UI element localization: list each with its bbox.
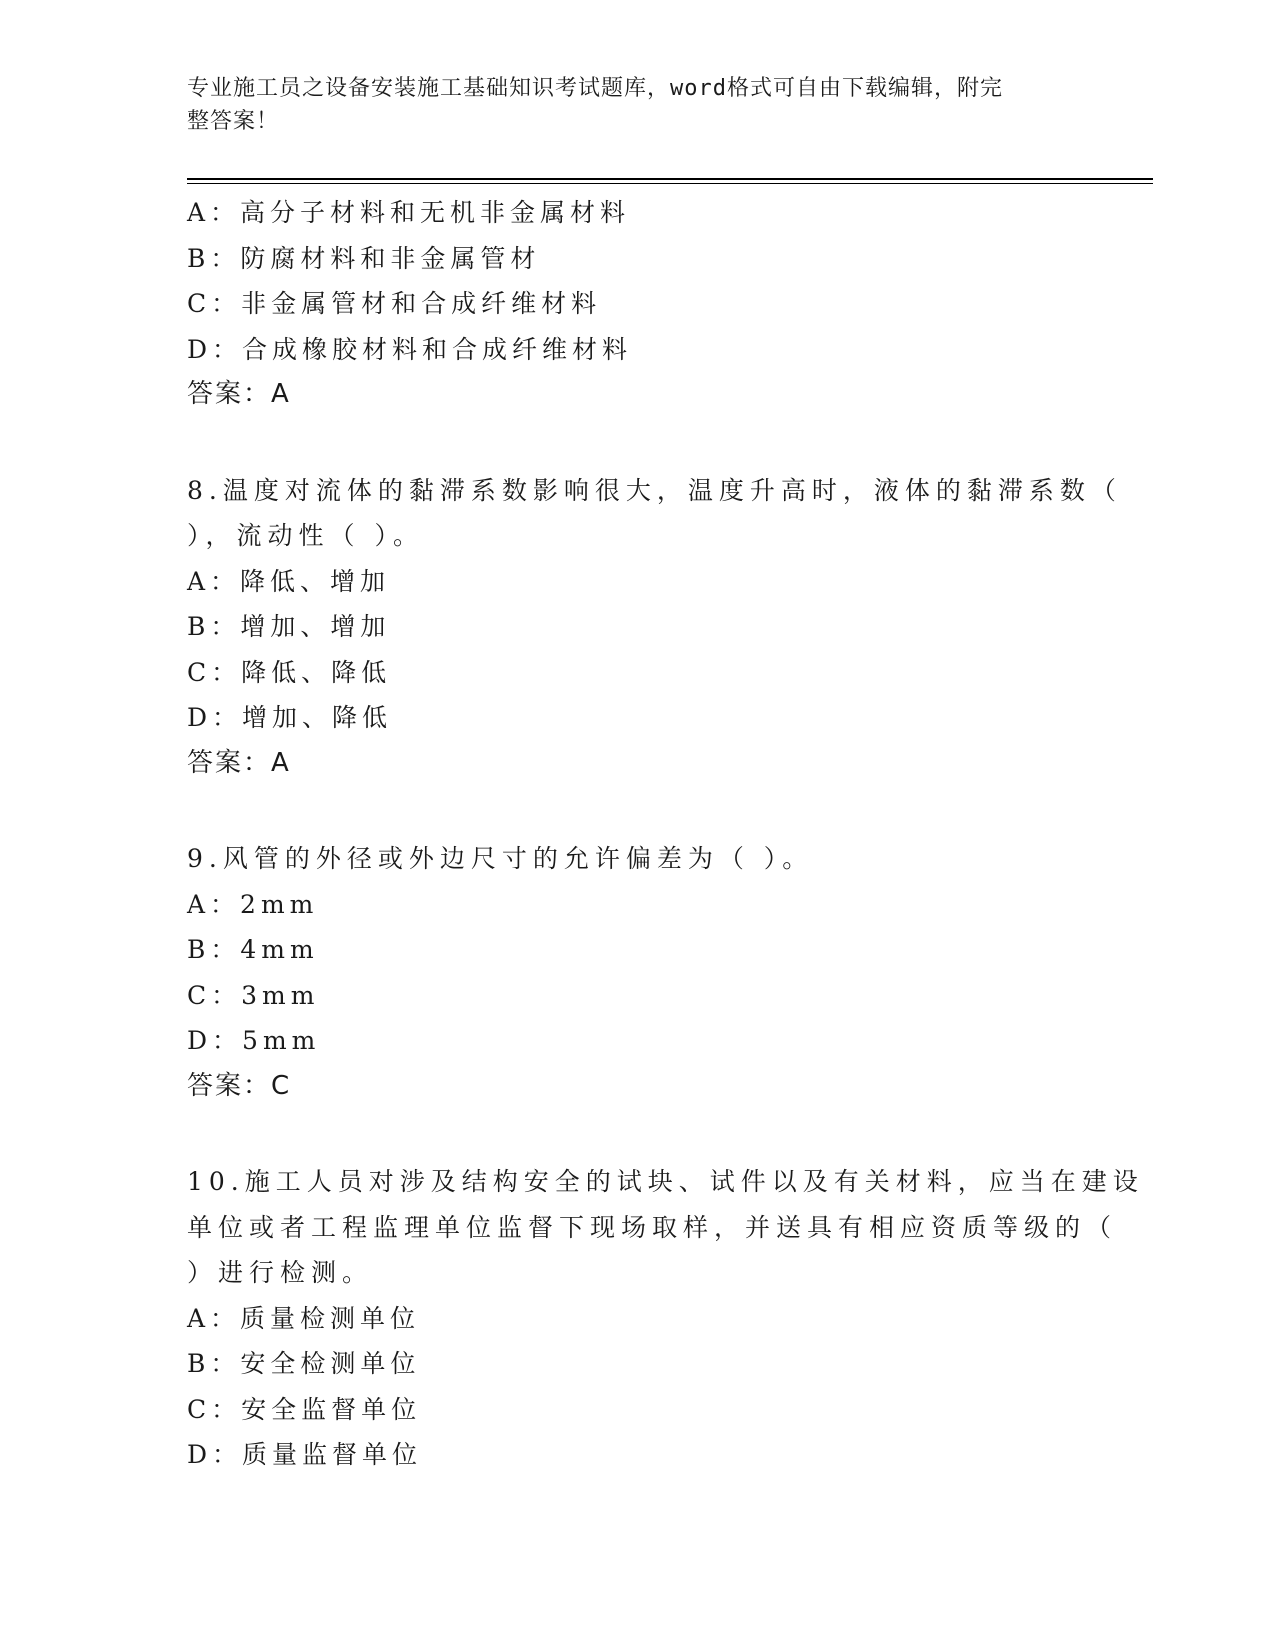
question-stem: ），流动性（ ）。 [187,521,424,550]
answer-line: 答案：C [187,1070,292,1101]
header-line-2: 整答案！ [187,109,280,134]
question-9 [187,836,1087,1109]
option-c: C：3mm [187,980,320,1010]
option-d: D：合成橡胶材料和合成纤维材料 [187,334,633,364]
option-a: A：高分子材料和无机非金属材料 [187,198,631,227]
question-stem: ）进行检测。 [187,1258,374,1287]
option-a: A：2mm [187,889,319,919]
option-b: B：防腐材料和非金属管材 [187,243,541,273]
option-a: A：降低、增加 [187,566,391,596]
option-c: C：安全监督单位 [187,1394,422,1424]
question-stem: 单位或者工程监理单位监督下现场取样，并送具有相应资质等级的（ [187,1212,1118,1242]
question-list [187,190,1144,1478]
option-b: B：4mm [187,935,319,964]
question-stem: 9.风管的外径或外边尺寸的允许偏差为（ ）。 [187,844,814,873]
option-b: B：增加、增加 [187,612,391,641]
header-rule-thin [187,183,1153,184]
question-10 [187,1159,1144,1478]
option-c: C：非金属管材和合成纤维材料 [187,289,602,318]
document-header [187,72,1067,138]
option-d: D：增加、降低 [187,703,393,732]
question-7-continued [187,190,1087,418]
answer-line: 答案：A [187,379,291,409]
option-d: D：质量监督单位 [187,1440,423,1469]
header-rule-thick [187,178,1153,180]
question-stem: 8.温度对流体的黏滞系数影响很大，温度升高时，液体的黏滞系数（ [187,475,1122,505]
option-c: C：降低、降低 [187,657,392,687]
option-b: B：安全检测单位 [187,1349,421,1378]
answer-line: 答案：A [187,747,291,778]
header-line-1: 专业施工员之设备安装施工基础知识考试题库，word格式可自由下载编辑，附完 [187,76,1003,101]
question-8 [187,468,1122,787]
option-d: D：5mm [187,1026,321,1055]
option-a: A：质量检测单位 [187,1303,421,1333]
question-stem: 10.施工人员对涉及结构安全的试块、试件以及有关材料，应当在建设 [187,1167,1144,1196]
